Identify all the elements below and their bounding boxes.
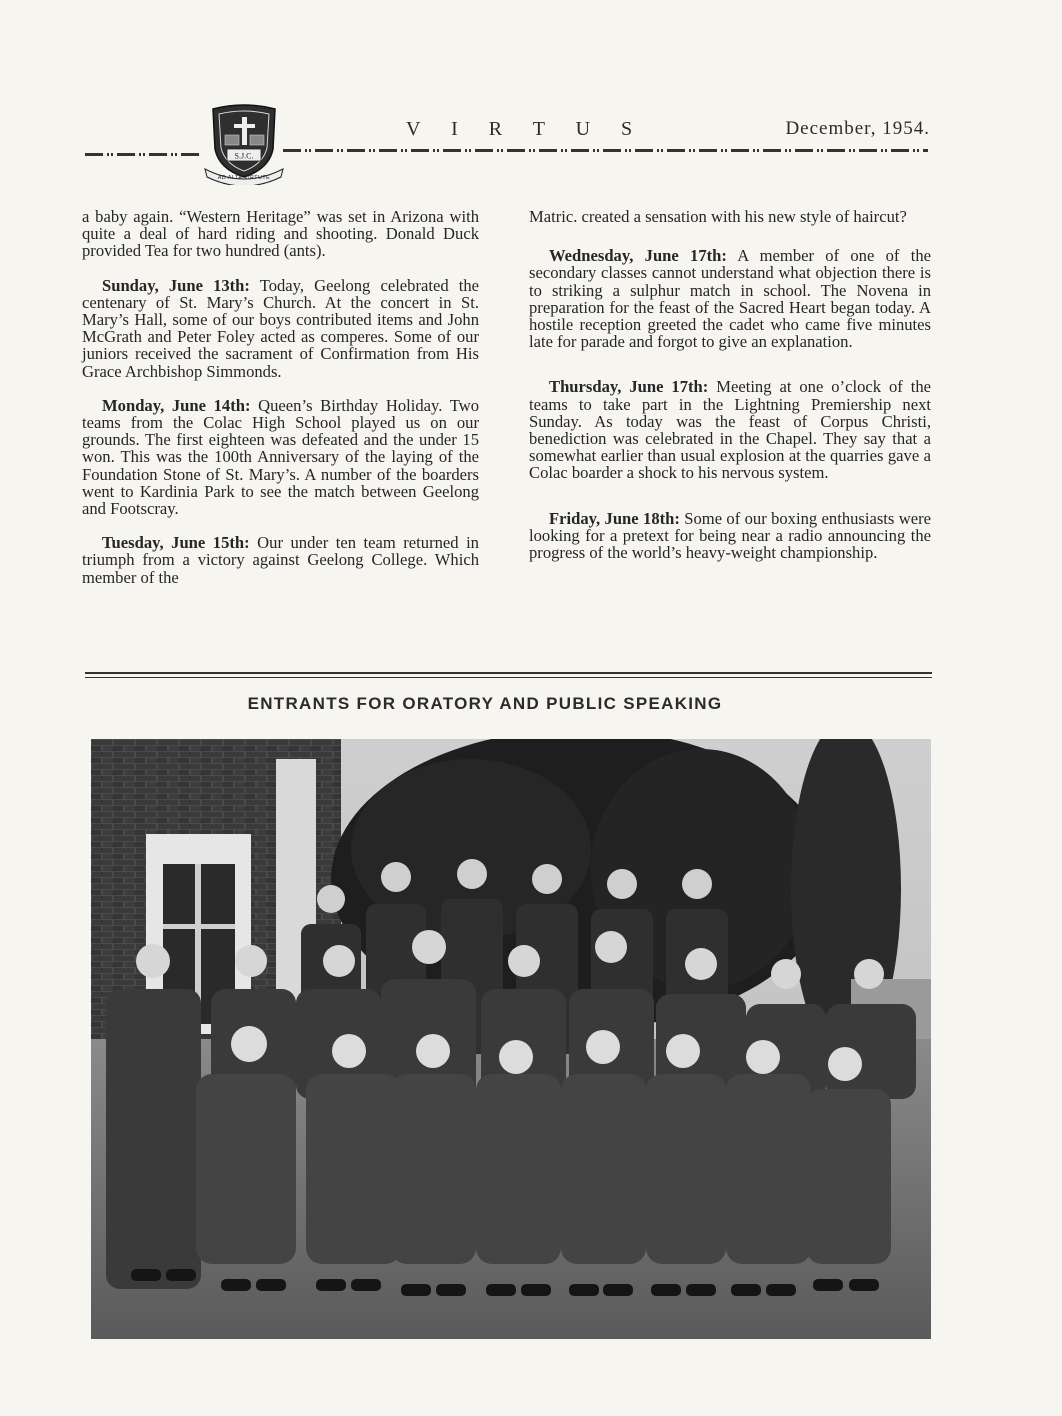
issue-date: December, 1954.	[785, 118, 930, 139]
diary-entry-text: Queen’s Birthday Holiday. Two teams from the Colac High School played us on our grounds. The first eighteen was defeated and the under 15 won. This was the 100th Anniversary of the laying of the Foundation Stone of St. Mary’s. A number of the boarders went to Kardinia Park to see the match between Geelong and Footscray.	[82, 395, 479, 519]
diary-entry-date: Sunday, June 13th:	[102, 275, 250, 295]
diary-entry-date: Wednesday, June 17th:	[549, 246, 727, 266]
diary-entry-text: Some of our boxing enthusiasts were looking for a pretext for being near a radio announcing the progress of the world’s heavy-weight championship.	[529, 508, 931, 563]
section-divider	[85, 672, 932, 680]
header-rule-right	[283, 148, 928, 154]
diary-entry	[529, 247, 931, 350]
section-title: ENTRANTS FOR ORATORY AND PUBLIC SPEAKING	[247, 694, 723, 713]
group-photo	[91, 739, 931, 1339]
diary-entry-date: Monday, June 14th:	[102, 395, 251, 415]
right-column	[529, 208, 931, 578]
diary-entry-text: Our under ten team returned in triumph from a victory against Geelong College. Which member of the	[82, 533, 479, 587]
crest-motto-text: AD ALTA VIRTUTE	[217, 175, 271, 181]
diary-entry-text: Meeting at one o’clock of the teams to take part in the Lightning Premiership next Sunday. As today was the feast of Corpus Christi, benediction was celebrated in the Chapel. They say that a somewhat earlier than usual explosion at the quarries gave a Colac boarder a shock to his nervous system.	[529, 377, 931, 483]
diary-paragraph: a baby again. “Western Heritage” was set in Arizona with quite a deal of hard riding and shooting. Donald Duck provided Tea for two hundred (ants).	[82, 207, 479, 261]
diary-entry-date: Friday, June 18th:	[549, 508, 680, 528]
diary-entry-text: Today, Geelong celebrated the centenary of St. Mary’s Church. At the concert in St. Mary’s Hall, some of our boys contributed items and John McGrath and Peter Foley acted as comperes. Some of our juniors received the sacrament of Confirmation from His Grace Archbishop Simmonds.	[82, 275, 479, 381]
diary-entry	[82, 277, 479, 380]
diary-entry	[82, 397, 479, 517]
left-column	[82, 208, 479, 603]
masthead-title: V I R T U S	[406, 118, 646, 140]
crest-emblem-text: S.J.C.	[234, 151, 254, 161]
diary-paragraph: Matric. created a sensation with his new style of haircut?	[529, 207, 907, 226]
diary-entry-date: Tuesday, June 15th:	[102, 533, 250, 553]
diary-entry	[529, 378, 931, 481]
school-crest-icon	[203, 103, 285, 185]
diary-entry-text: A member of one of the secondary classes cannot understand what objection there is to striking a sulphur match in school. The Novena in preparation for the feast of the Sacred Heart began today. A hostile reception greeted the cadet who came five minutes late for parade and forgot to give an explanation.	[529, 246, 931, 352]
diary-entry	[529, 510, 931, 562]
diary-entry-date: Thursday, June 17th:	[549, 377, 709, 397]
header-rule-left	[85, 152, 203, 158]
diary-entry	[82, 534, 479, 586]
